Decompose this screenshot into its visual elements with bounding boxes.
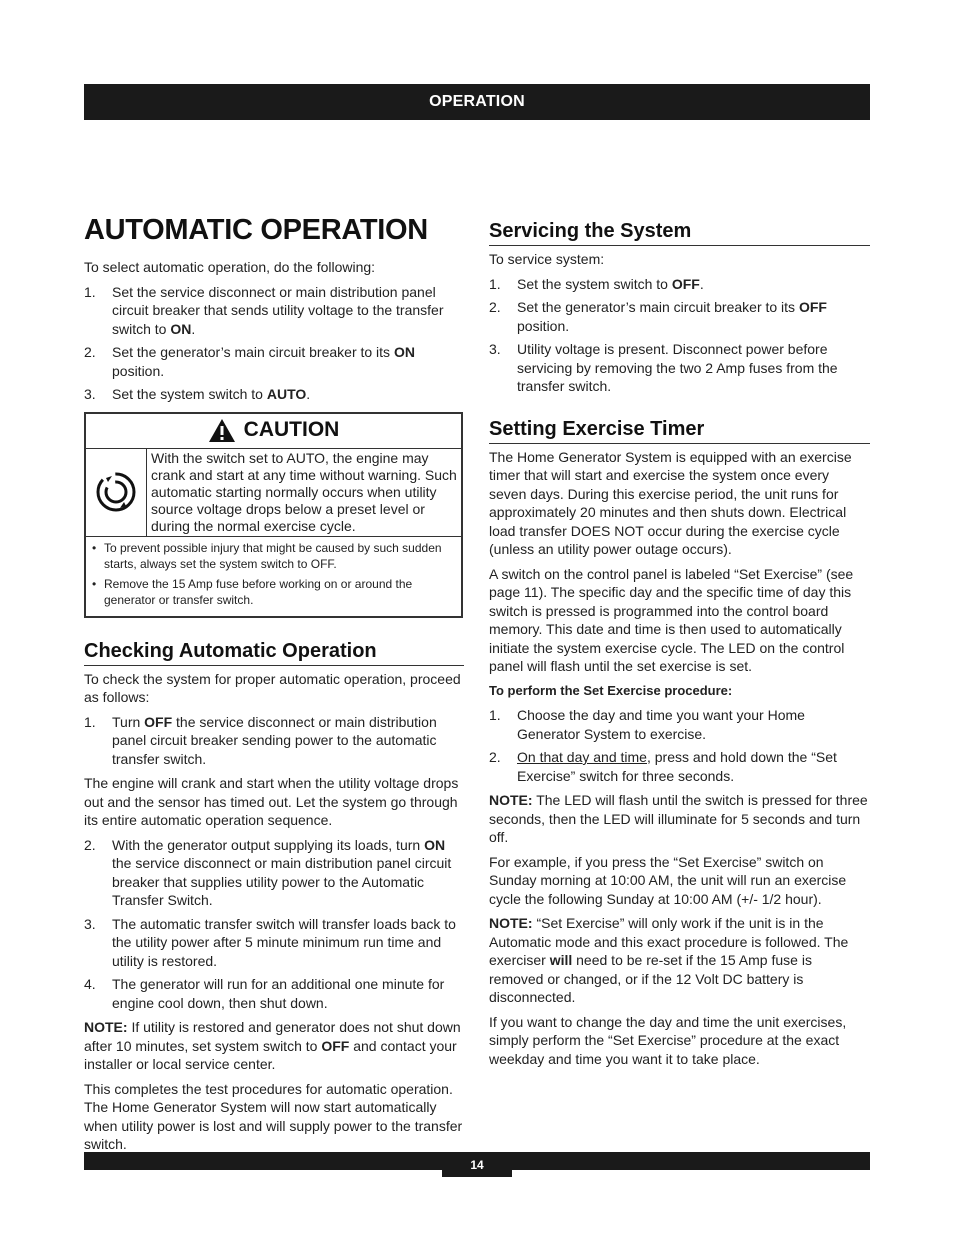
step-number: 2. <box>489 749 501 765</box>
caution-text: With the switch set to AUTO, the engine may crank and start at any time without warning. Such automatic starting normally occurs when utility source voltage drops below a preset level or during the normal exercise cycle. <box>151 449 457 534</box>
note-bold: will <box>549 952 573 968</box>
note-bold: OFF <box>321 1037 350 1054</box>
timer-paragraph-1: The Home Generator System is equipped with an exercise timer that will start and exercise the system once every seven days. During this exercise period, the unit runs for approximately 20 minutes and then shuts down. Electrical load transfer DOES NOT occur during the exercise cycle (unless an utility power outage occurs). <box>489 448 852 557</box>
servicing-heading: Servicing the System <box>489 218 870 246</box>
checking-intro: To check the system for proper automatic operation, proceed as follows: <box>84 670 461 705</box>
step-number: 1. <box>489 275 501 292</box>
note-paragraph-1 <box>489 791 870 847</box>
step-number: 2. <box>84 344 96 360</box>
timer-closing-paragraph: If you want to change the day and time the unit exercises, simply perform the “Set Exercise” procedure at the exact weekday and time you want it to take place. <box>489 1013 847 1067</box>
closing-paragraph: This completes the test procedures for automatic operation. The Home Generator System will now start automatically when utility power is lost and will supply power to the transfer switch. <box>84 1080 463 1152</box>
step-bold: OFF <box>798 299 827 315</box>
timer-heading: Setting Exercise Timer <box>489 416 870 444</box>
step-text-end: position. <box>112 362 165 379</box>
step-text-end: . <box>191 320 196 337</box>
caution-icon-cell <box>86 449 147 536</box>
note-paragraph <box>84 1018 464 1074</box>
right-column <box>489 218 870 1074</box>
caution-message-row <box>86 449 461 537</box>
step-text: Turn <box>112 713 145 730</box>
step-number: 1. <box>84 283 96 300</box>
note-text-end: need to be re-set if the 15 Amp fuse is removed or changed, or if the 12 Volt DC battery is disconnected. <box>489 952 812 1005</box>
caution-label: CAUTION <box>243 418 340 442</box>
list-item <box>489 706 870 743</box>
left-column <box>84 212 464 1160</box>
note-label: NOTE: <box>489 792 533 808</box>
list-item <box>84 283 464 339</box>
step-number: 3. <box>84 915 96 932</box>
step-text: The generator will run for an additional one minute for engine cool down, then shut down. <box>112 976 445 1011</box>
list-item: • Remove the 15 Amp fuse before working on or around the generator or transfer switch. <box>92 576 455 608</box>
step-text: Set the system switch to <box>517 275 672 292</box>
note-text-end: and contact your installer or local service center. <box>84 1037 457 1072</box>
intro-text: To select automatic operation, do the following: <box>84 259 376 275</box>
checking-heading: Checking Automatic Operation <box>84 638 464 666</box>
step-text-end: the service disconnect or main distribution panel circuit breaker that supplies utility power to the Automatic Transfer Switch. <box>112 855 452 908</box>
step-text-end: position. <box>517 317 570 334</box>
timer-paragraph-2: A switch on the control panel is labeled “Set Exercise” (see page 11). The specific day and the specific time of day this switch is pressed is programmed into the control board memory. This date and time is then used to automatically initiate the system exercise cycle. The LED on the control panel will flash until the set exercise is set. <box>489 565 854 674</box>
warning-triangle-icon <box>208 418 236 443</box>
step-number: 4. <box>84 976 96 992</box>
step-number: 3. <box>489 341 501 357</box>
exercise-steps-list <box>489 706 870 785</box>
step-bold: OFF <box>671 275 700 292</box>
note-label: NOTE: <box>84 1019 128 1035</box>
page-number: 14 <box>442 1152 512 1177</box>
servicing-intro: To service system: <box>489 251 605 267</box>
note-text: If utility is restored and generator does not shut down after 10 minutes, set system switch to <box>84 1019 461 1054</box>
list-item <box>489 298 870 335</box>
step-text-end: . <box>699 275 704 292</box>
caution-box <box>84 412 463 618</box>
header-band <box>84 84 870 120</box>
list-item: • To prevent possible injury that might be caused by such sudden starts, always set the system switch to OFF. <box>92 540 455 572</box>
step-text: Choose the day and time you want your Home Generator System to exercise. <box>517 707 805 742</box>
servicing-steps-list <box>489 275 870 396</box>
note-text: “Set Exercise” will only work if the unit is in the Automatic mode and this exact procedure is followed. The exerciser <box>489 915 849 968</box>
procedure-heading: To perform the Set Exercise procedure: <box>489 682 733 698</box>
step-text-end: the service disconnect or main distribution panel circuit breaker sending power to the automatic transfer switch. <box>112 713 437 767</box>
step-text: Set the service disconnect or main distribution panel circuit breaker that sends utility voltage to the transfer switch to <box>112 283 444 337</box>
note-label: NOTE: <box>489 915 533 931</box>
note-paragraph-2 <box>489 914 870 1007</box>
note-text: The LED will flash until the switch is pressed for three seconds, then the LED will illuminate for 5 seconds and turn off. <box>489 792 868 845</box>
caution-bullets <box>86 537 461 616</box>
checking-steps-list-b <box>84 836 464 1013</box>
step-bold: ON <box>170 320 192 337</box>
list-item <box>489 340 870 396</box>
example-paragraph: For example, if you press the “Set Exercise” switch on Sunday morning at 10:00 AM, the unit will run an exercise cycle the following Sunday at 10:00 AM (+/- 1/2 hour). <box>489 853 847 907</box>
step-bold: ON <box>424 836 446 853</box>
rotating-parts-icon <box>94 470 138 514</box>
step-number: 3. <box>84 386 96 402</box>
list-item <box>84 915 464 971</box>
list-item <box>84 713 464 769</box>
step-text-end: . <box>306 386 311 402</box>
step-text: , press and hold down the “Set Exercise” switch for three seconds. <box>517 749 837 784</box>
step-number: 2. <box>489 299 501 315</box>
caution-header <box>86 414 461 449</box>
step-text: Utility voltage is present. Disconnect power before servicing by removing the two 2 Amp fuses from the transfer switch. <box>517 341 838 394</box>
step-bold: OFF <box>144 713 173 730</box>
page-title: AUTOMATIC OPERATION <box>84 214 428 246</box>
step-text: Set the generator’s main circuit breaker to its <box>517 299 799 315</box>
list-item <box>489 275 870 294</box>
list-item <box>84 343 464 380</box>
step-text: Set the generator’s main circuit breaker to its <box>112 344 394 360</box>
list-item <box>84 385 464 404</box>
section-label: OPERATION <box>429 93 525 110</box>
step-number: 2. <box>84 836 96 853</box>
step-text: With the generator output supplying its loads, turn <box>112 836 425 853</box>
step-text: Set the system switch to <box>112 386 267 402</box>
step-text: The automatic transfer switch will transfer loads back to the utility power after 5 minute minimum run time and utility is restored. <box>112 915 456 969</box>
checking-steps-list-a <box>84 713 464 769</box>
step-bold: AUTO <box>266 386 307 402</box>
step-number: 1. <box>84 713 96 730</box>
step-number: 1. <box>489 707 501 723</box>
auto-steps-list <box>84 283 464 404</box>
list-item <box>489 748 870 785</box>
list-item <box>84 836 464 910</box>
step-bold: ON <box>393 344 415 360</box>
list-item <box>84 975 464 1012</box>
crank-paragraph: The engine will crank and start when the utility voltage drops out and the sensor has timed out. Let the system go through its entire automatic operation sequence. <box>84 775 459 828</box>
step-underline: On that day and time <box>517 749 647 765</box>
